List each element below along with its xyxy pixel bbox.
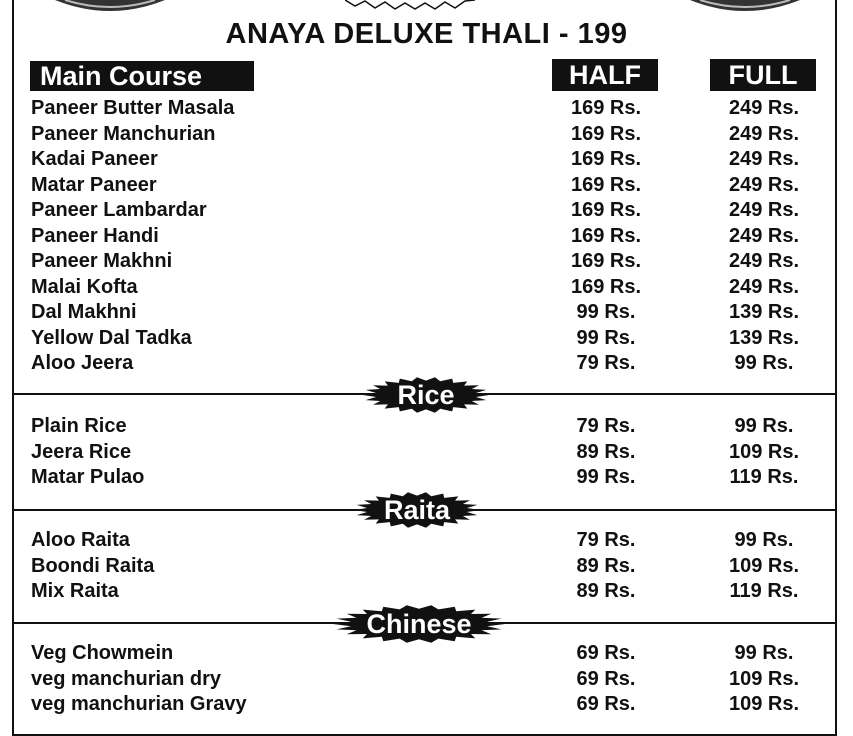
item-name: Yellow Dal Tadka — [31, 326, 192, 349]
item-name: Aloo Jeera — [31, 352, 134, 374]
main-course-menu-row — [0, 96, 853, 121]
half-price: 69 Rs. — [576, 667, 636, 690]
half-price: 69 Rs. — [576, 693, 636, 715]
half-column-header: HALF — [552, 59, 658, 91]
full-price: 119 Rs. — [729, 580, 799, 602]
chinese-menu-row — [0, 641, 853, 666]
item-name: Jeera Rice — [31, 440, 132, 463]
full-price: 109 Rs. — [728, 667, 800, 690]
item-name: Veg Chowmein — [31, 642, 174, 664]
half-price: 89 Rs. — [576, 554, 636, 577]
rice-section-badge — [363, 377, 489, 413]
raita-section-badge — [354, 492, 480, 528]
thali-title: ANAYA DELUXE THALI - 199 — [225, 18, 628, 50]
main-course-menu-row — [0, 275, 853, 300]
half-price: 99 Rs. — [576, 326, 636, 349]
thali-plate-image-left — [55, 0, 165, 14]
full-price: 249 Rs. — [728, 275, 800, 298]
full-price: 119 Rs. — [729, 466, 799, 488]
item-name: Dal Makhni — [31, 301, 137, 323]
item-name: Aloo Raita — [31, 529, 130, 551]
chinese-section-label: Chinese — [366, 609, 472, 639]
full-price: 109 Rs. — [728, 554, 800, 577]
half-price: 89 Rs. — [576, 580, 636, 602]
raita-menu-row — [0, 528, 853, 553]
full-price: 249 Rs. — [728, 122, 800, 145]
rice-menu-row — [0, 465, 853, 490]
full-price: 249 Rs. — [728, 250, 800, 272]
item-name: Plain Rice — [31, 415, 127, 437]
rice-menu-row — [0, 440, 853, 465]
half-price: 79 Rs. — [576, 415, 636, 437]
item-name: veg manchurian dry — [31, 667, 222, 690]
half-price: 99 Rs. — [576, 466, 636, 488]
chinese-menu-row — [0, 692, 853, 717]
full-price: 109 Rs. — [728, 440, 800, 463]
half-price: 79 Rs. — [576, 529, 636, 551]
half-price: 169 Rs. — [570, 275, 642, 298]
rice-section-label: Rice — [397, 380, 455, 410]
full-price: 249 Rs. — [728, 148, 800, 170]
main-course-menu-row — [0, 173, 853, 198]
half-price: 169 Rs. — [570, 250, 642, 272]
main-course-menu-row — [0, 249, 853, 274]
chinese-menu-row — [0, 667, 853, 692]
main-course-menu-row — [0, 300, 853, 325]
half-price: 169 Rs. — [570, 122, 642, 145]
thali-plate-image-right — [690, 0, 800, 14]
full-column-header: FULL — [710, 59, 816, 91]
main-course-menu-row — [0, 147, 853, 172]
main-course-menu-row — [0, 198, 853, 223]
full-price: 249 Rs. — [728, 173, 800, 196]
full-price: 249 Rs. — [728, 224, 800, 247]
half-price: 169 Rs. — [570, 224, 642, 247]
item-name: Paneer Lambardar — [31, 199, 207, 221]
full-price: 99 Rs. — [734, 352, 794, 374]
item-name: Matar Pulao — [31, 466, 145, 488]
half-price: 89 Rs. — [576, 440, 636, 463]
main-course-header: Main Course — [30, 61, 254, 91]
main-course-menu-row — [0, 351, 853, 376]
item-name: Boondi Raita — [31, 554, 155, 577]
item-name: Paneer Butter Masala — [31, 97, 235, 119]
item-name: Paneer Makhni — [31, 250, 173, 272]
full-price: 139 Rs. — [728, 301, 800, 323]
main-course-menu-row — [0, 326, 853, 351]
item-name: veg manchurian Gravy — [31, 693, 247, 715]
full-price: 109 Rs. — [728, 693, 800, 715]
half-price: 169 Rs. — [570, 148, 642, 170]
full-price: 139 Rs. — [728, 326, 800, 349]
raita-menu-row — [0, 554, 853, 579]
half-price: 69 Rs. — [576, 642, 636, 664]
raita-section-label: Raita — [383, 495, 451, 525]
full-price: 249 Rs. — [728, 199, 800, 221]
full-price: 99 Rs. — [734, 642, 794, 664]
half-price: 99 Rs. — [576, 301, 636, 323]
rice-menu-row — [0, 414, 853, 439]
item-name: Paneer Handi — [31, 224, 159, 247]
half-price: 169 Rs. — [570, 199, 642, 221]
item-name: Mix Raita — [31, 580, 119, 602]
half-price: 79 Rs. — [576, 352, 636, 374]
full-price: 99 Rs. — [734, 415, 794, 437]
main-course-menu-row — [0, 224, 853, 249]
half-price: 169 Rs. — [570, 97, 642, 119]
raita-menu-row — [0, 579, 853, 604]
chinese-section-badge — [333, 605, 505, 643]
item-name: Matar Paneer — [31, 173, 157, 196]
item-name: Malai Kofta — [31, 275, 138, 298]
main-course-menu-row — [0, 122, 853, 147]
full-price: 99 Rs. — [734, 529, 794, 551]
starburst-decoration — [345, 0, 475, 10]
item-name: Paneer Manchurian — [31, 122, 216, 145]
full-price: 249 Rs. — [728, 97, 800, 119]
half-price: 169 Rs. — [570, 173, 642, 196]
item-name: Kadai Paneer — [31, 148, 158, 170]
